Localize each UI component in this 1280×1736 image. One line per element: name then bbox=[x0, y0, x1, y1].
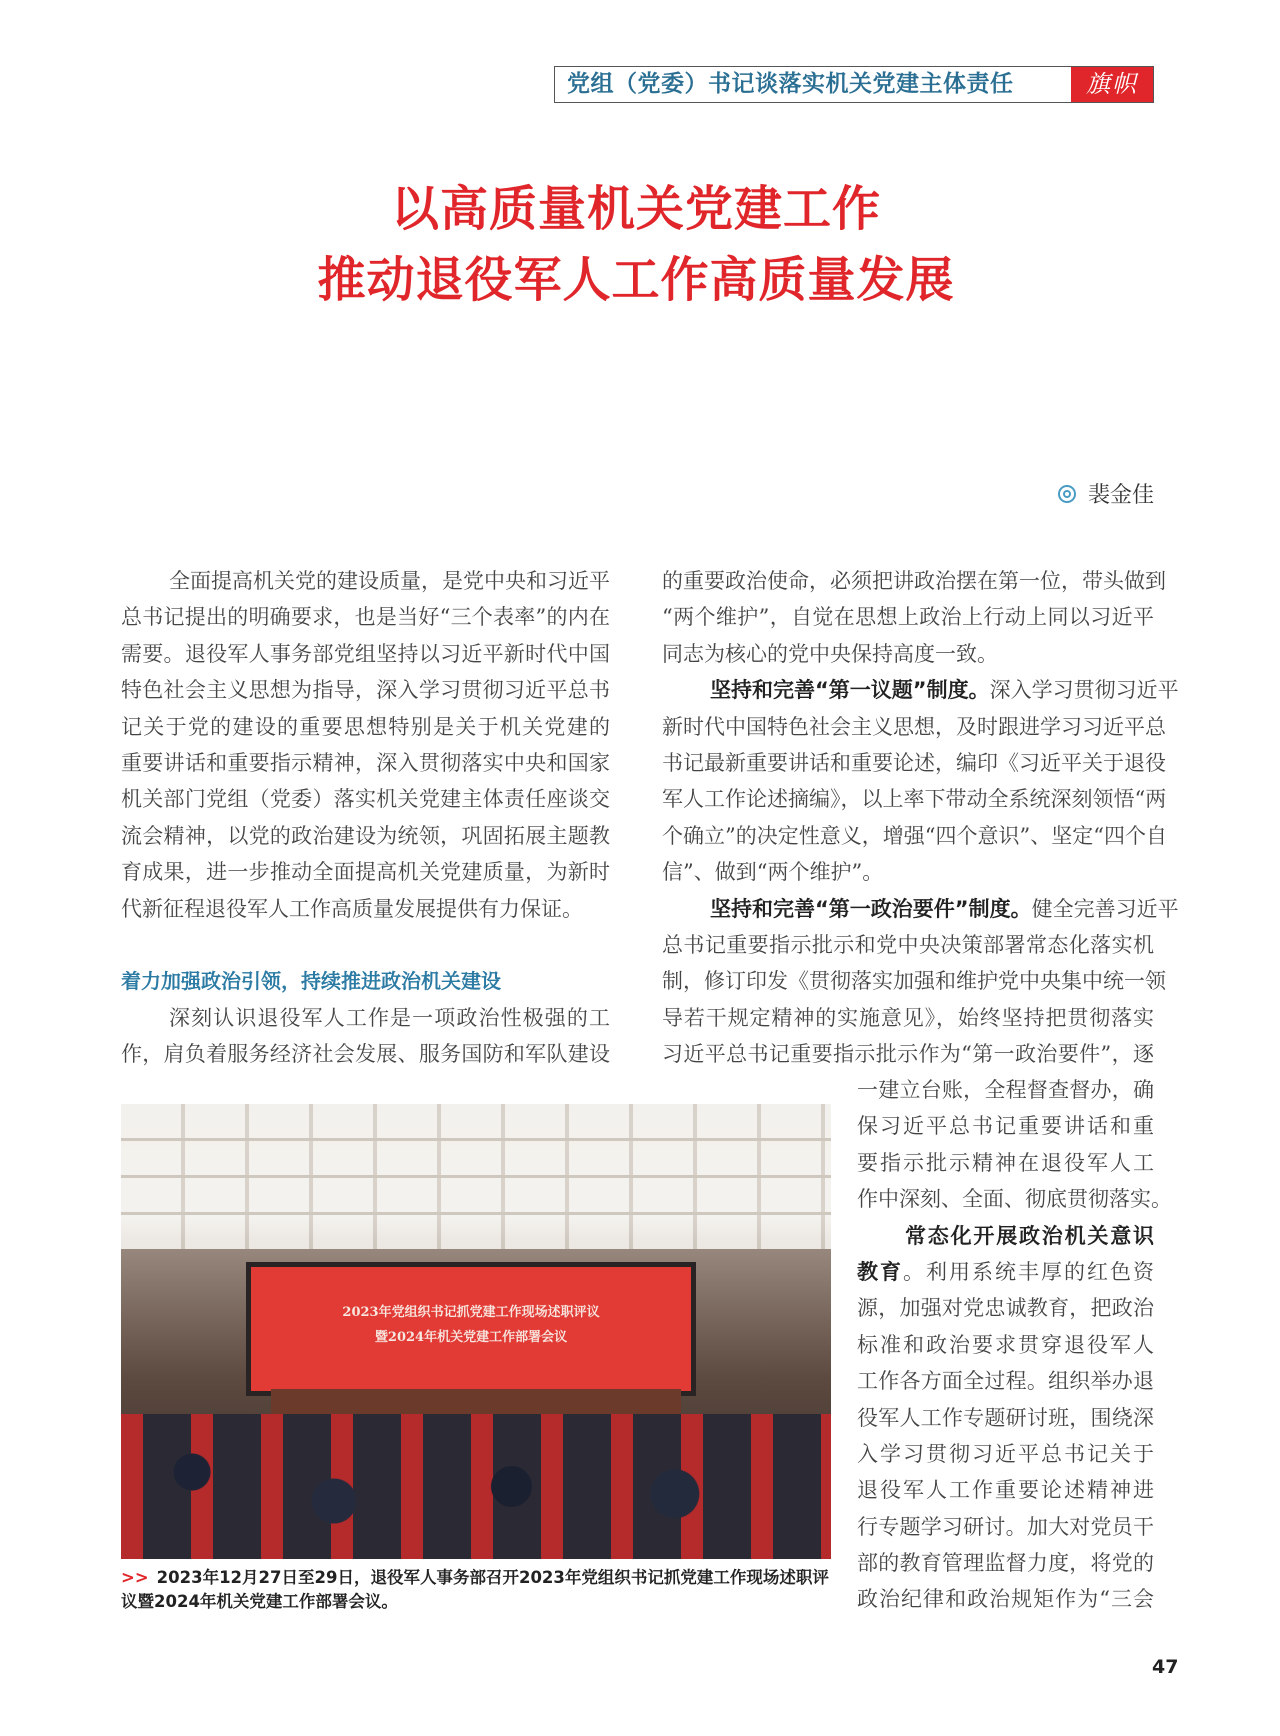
text-line: 特色社会主义思想为指导，深入学习贯彻习近平总书 bbox=[121, 678, 610, 703]
text-line bbox=[662, 781, 1167, 817]
text-line: 重要讲话和重要指示精神，深入贯彻落实中央和国家 bbox=[121, 750, 610, 775]
text-line: 代新征程退役军人工作高质量发展提供有力保证。 bbox=[121, 896, 583, 921]
text-line: 军人工作论述摘编》，以上率下带动全系统深刻领悟“两 bbox=[662, 787, 1167, 812]
text-line bbox=[662, 927, 1154, 963]
text-line bbox=[857, 1363, 1154, 1399]
text-line bbox=[662, 963, 1166, 999]
text-line bbox=[857, 1545, 1154, 1581]
text-line: 源，加强对党忠诚教育，把政治 bbox=[857, 1296, 1154, 1321]
text-line: 作，肩负着服务经济社会发展、服务国防和军队建设 bbox=[121, 1042, 610, 1067]
text-line bbox=[121, 1036, 610, 1072]
bold-lead: 教育 bbox=[857, 1259, 903, 1284]
text-line bbox=[662, 1036, 1154, 1072]
text-line: 深刻认识退役军人工作是一项政治性极强的工 bbox=[169, 1006, 610, 1030]
text-line: 。利用系统丰厚的红色资 bbox=[903, 1259, 1154, 1284]
text-line bbox=[857, 1436, 1154, 1472]
narrow-column bbox=[857, 1072, 1172, 1618]
text-line: 流会精神，以党的政治建设为统领，巩固拓展主题教 bbox=[121, 823, 610, 848]
text-line bbox=[857, 1581, 1154, 1617]
text-line bbox=[121, 636, 610, 672]
text-line: 标准和政治要求贯穿退役军人 bbox=[857, 1332, 1154, 1357]
text-line: 导若干规定精神的实施意见》，始终坚持把贯彻落实 bbox=[662, 1005, 1154, 1030]
text-line: 信”、做到“两个维护”。 bbox=[662, 860, 884, 885]
photo-caption bbox=[121, 1566, 833, 1614]
text-line bbox=[662, 891, 1179, 927]
text-line: 役军人工作专题研讨班，围绕深 bbox=[857, 1405, 1154, 1430]
text-line: 制，修订印发《贯彻落实加强和维护党中央集中统一领 bbox=[662, 969, 1166, 994]
text-line bbox=[857, 1072, 1154, 1108]
text-line bbox=[662, 563, 1166, 599]
text-line bbox=[857, 1218, 1154, 1254]
right-column bbox=[662, 563, 1179, 1072]
text-line: 总书记提出的明确要求，也是当好“三个表率”的内在 bbox=[121, 605, 610, 630]
text-line bbox=[121, 891, 610, 927]
text-line bbox=[662, 854, 1154, 890]
section-heading: 着力加强政治引领，持续推进政治机关建设 bbox=[121, 969, 501, 993]
bullseye-icon bbox=[1058, 485, 1076, 503]
text-line: 机关部门党组（党委）落实机关党建主体责任座谈交 bbox=[121, 787, 610, 812]
text-line: 新时代中国特色社会主义思想，及时跟进学习习近平总 bbox=[662, 714, 1166, 739]
text-line: 深入学习贯彻习近平 bbox=[989, 678, 1179, 703]
page-number: 47 bbox=[1152, 1656, 1179, 1678]
meeting-photo bbox=[121, 1104, 831, 1559]
text-line bbox=[857, 1145, 1154, 1181]
text-line bbox=[662, 599, 1154, 635]
text-line bbox=[662, 1000, 1154, 1036]
caption-marker: >> bbox=[121, 1568, 149, 1587]
text-line bbox=[121, 854, 610, 890]
text-line: 习近平总书记重要指示批示作为“第一政治要件”，逐 bbox=[662, 1042, 1154, 1067]
text-line bbox=[857, 1472, 1154, 1508]
text-line: 的重要政治使命，必须把讲政治摆在第一位，带头做到 bbox=[662, 569, 1166, 593]
text-line: 要指示批示精神在退役军人工 bbox=[857, 1150, 1154, 1175]
text-line bbox=[121, 781, 610, 817]
section-header bbox=[554, 66, 1154, 103]
text-line: “两个维护”，自觉在思想上政治上行动上同以习近平 bbox=[662, 605, 1154, 630]
text-line: 健全完善习近平 bbox=[1031, 896, 1179, 921]
text-line: 工作各方面全过程。组织举办退 bbox=[857, 1369, 1154, 1394]
author-byline bbox=[1058, 478, 1154, 509]
text-line bbox=[857, 1400, 1154, 1436]
text-line bbox=[662, 636, 1154, 672]
text-line: 保习近平总书记重要讲话和重 bbox=[857, 1114, 1154, 1139]
text-line: 政治纪律和政治规矩作为“三会 bbox=[857, 1587, 1154, 1612]
text-line: 一建立台账，全程督查督办，确 bbox=[857, 1078, 1154, 1102]
text-line: 入学习贯彻习近平总书记关于 bbox=[857, 1441, 1154, 1466]
text-line bbox=[857, 1509, 1154, 1545]
text-line bbox=[121, 745, 610, 781]
section-title: 党组（党委）书记谈落实机关党建主体责任 bbox=[567, 71, 1014, 97]
text-line bbox=[857, 1327, 1154, 1363]
text-line bbox=[121, 709, 610, 745]
screen-text: 暨2024年机关党建工作部署会议 bbox=[374, 1330, 568, 1345]
text-line bbox=[857, 1290, 1154, 1326]
magazine-logo: 旗帜 bbox=[1071, 67, 1153, 102]
article-title-line-2: 推动退役军人工作高质量发展 bbox=[317, 252, 955, 308]
left-column-intro bbox=[121, 563, 610, 927]
screen-text: 2023年党组织书记抓党建工作现场述职评议 bbox=[342, 1305, 600, 1320]
left-column-body bbox=[121, 1000, 610, 1073]
text-line: 作中深刻、全面、彻底贯彻落实。 bbox=[857, 1187, 1172, 1212]
text-line: 部的教育管理监督力度，将党的 bbox=[857, 1551, 1154, 1576]
text-line bbox=[121, 1000, 610, 1036]
text-line bbox=[857, 1254, 1154, 1290]
text-line bbox=[121, 672, 610, 708]
text-line bbox=[121, 563, 610, 599]
article-title-line-1: 以高质量机关党建工作 bbox=[390, 181, 881, 237]
text-line: 书记最新重要讲话和重要论述，编印《习近平关于退役 bbox=[662, 750, 1166, 775]
text-line bbox=[662, 745, 1166, 781]
text-line bbox=[857, 1181, 1172, 1217]
text-line: 育成果，进一步推动全面提高机关党建质量，为新时 bbox=[121, 860, 610, 885]
text-line bbox=[662, 709, 1166, 745]
text-line: 需要。退役军人事务部党组坚持以习近平新时代中国 bbox=[121, 641, 610, 666]
text-line: 记关于党的建设的重要思想特别是关于机关党建的 bbox=[121, 714, 610, 739]
meeting-screen bbox=[246, 1262, 696, 1396]
caption-text: 2023年12月27日至29日，退役军人事务部召开2023年党组织书记抓党建工作现场述职评议暨2024年机关党建工作部署会议。 bbox=[121, 1568, 829, 1611]
bold-lead: 坚持和完善“第一议题”制度。 bbox=[710, 678, 990, 703]
author-name: 裴金佳 bbox=[1087, 483, 1154, 508]
text-line bbox=[857, 1108, 1154, 1144]
text-line: 个确立”的决定性意义，增强“四个意识”、坚定“四个自 bbox=[662, 823, 1167, 848]
text-line: 同志为核心的党中央保持高度一致。 bbox=[662, 641, 998, 666]
text-line bbox=[662, 818, 1167, 854]
text-line: 退役军人工作重要论述精神进 bbox=[857, 1478, 1154, 1503]
bold-lead: 坚持和完善“第一政治要件”制度。 bbox=[710, 896, 1032, 921]
text-line: 总书记重要指示批示和党中央决策部署常态化落实机 bbox=[662, 932, 1154, 957]
text-line: 行专题学习研讨。加大对党员干 bbox=[857, 1514, 1154, 1539]
text-line bbox=[121, 818, 610, 854]
text-line bbox=[121, 599, 610, 635]
text-line bbox=[662, 672, 1179, 708]
text-line: 全面提高机关党的建设质量，是党中央和习近平 bbox=[169, 569, 610, 593]
bold-lead: 常态化开展政治机关意识 bbox=[905, 1223, 1154, 1248]
